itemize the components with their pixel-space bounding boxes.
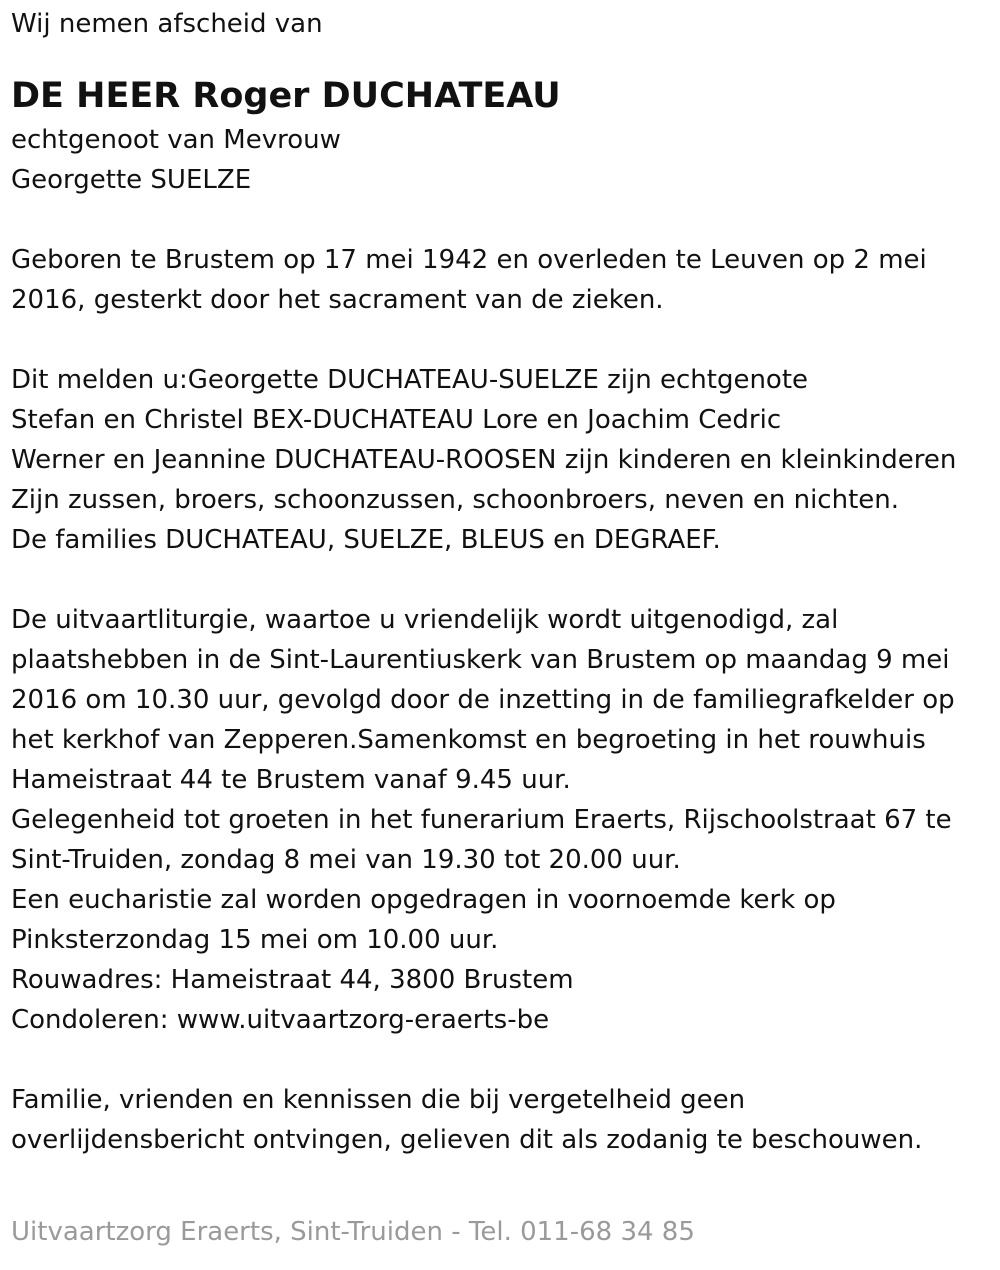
funeral-line: De uitvaartliturgie, waartoe u vriendelijk wordt uitgenodigd, zal [11,605,839,635]
death-notice [11,4,991,1160]
funeral-line: plaatshebben in de Sint-Laurentiuskerk van Brustem op maandag 9 mei [11,645,950,675]
family-line: Werner en Jeannine DUCHATEAU-ROOSEN zijn kinderen en kleinkinderen [11,445,957,475]
birth-line: Geboren te Brustem op 17 mei 1942 en overleden te Leuven op 2 mei [11,245,927,275]
condolence-line: Condoleren: www.uitvaartzorg-eraerts-be [11,1005,550,1035]
spacer [11,1040,991,1080]
funeral-line: Sint-Truiden, zondag 8 mei van 19.30 tot 20.00 uur. [11,845,681,875]
spouse-line: echtgenoot van Mevrouw [11,125,341,155]
funeral-line: 2016 om 10.30 uur, gevolgd door de inzetting in de familiegrafkelder op [11,685,955,715]
deceased-name: DE HEER Roger DUCHATEAU [11,76,561,116]
intro-text: Wij nemen afscheid van [11,9,323,39]
family-line: Dit melden u:Georgette DUCHATEAU-SUELZE zijn echtgenote [11,365,809,395]
closing-line: Familie, vrienden en kennissen die bij vergetelheid geen [11,1085,746,1115]
funeral-line: het kerkhof van Zepperen.Samenkomst en begroeting in het rouwhuis [11,725,926,755]
birth-line: 2016, gesterkt door het sacrament van de zieken. [11,285,664,315]
spacer [11,44,991,72]
spacer [11,320,991,360]
funeral-home-footer: Uitvaartzorg Eraerts, Sint-Truiden - Tel. 011-68 34 85 [11,1217,695,1247]
spacer [11,560,991,600]
closing-line: overlijdensbericht ontvingen, gelieven dit als zodanig te beschouwen. [11,1125,923,1155]
family-line: Stefan en Christel BEX-DUCHATEAU Lore en Joachim Cedric [11,405,782,435]
funeral-line: Hameistraat 44 te Brustem vanaf 9.45 uur. [11,765,571,795]
family-line: De families DUCHATEAU, SUELZE, BLEUS en DEGRAEF. [11,525,721,555]
mourning-address: Rouwadres: Hameistraat 44, 3800 Brustem [11,965,574,995]
funeral-line: Gelegenheid tot groeten in het funerarium Eraerts, Rijschoolstraat 67 te [11,805,952,835]
funeral-line: Een eucharistie zal worden opgedragen in voornoemde kerk op [11,885,836,915]
funeral-line: Pinksterzondag 15 mei om 10.00 uur. [11,925,499,955]
spouse-line: Georgette SUELZE [11,165,252,195]
spacer [11,200,991,240]
family-line: Zijn zussen, broers, schoonzussen, schoonbroers, neven en nichten. [11,485,899,515]
